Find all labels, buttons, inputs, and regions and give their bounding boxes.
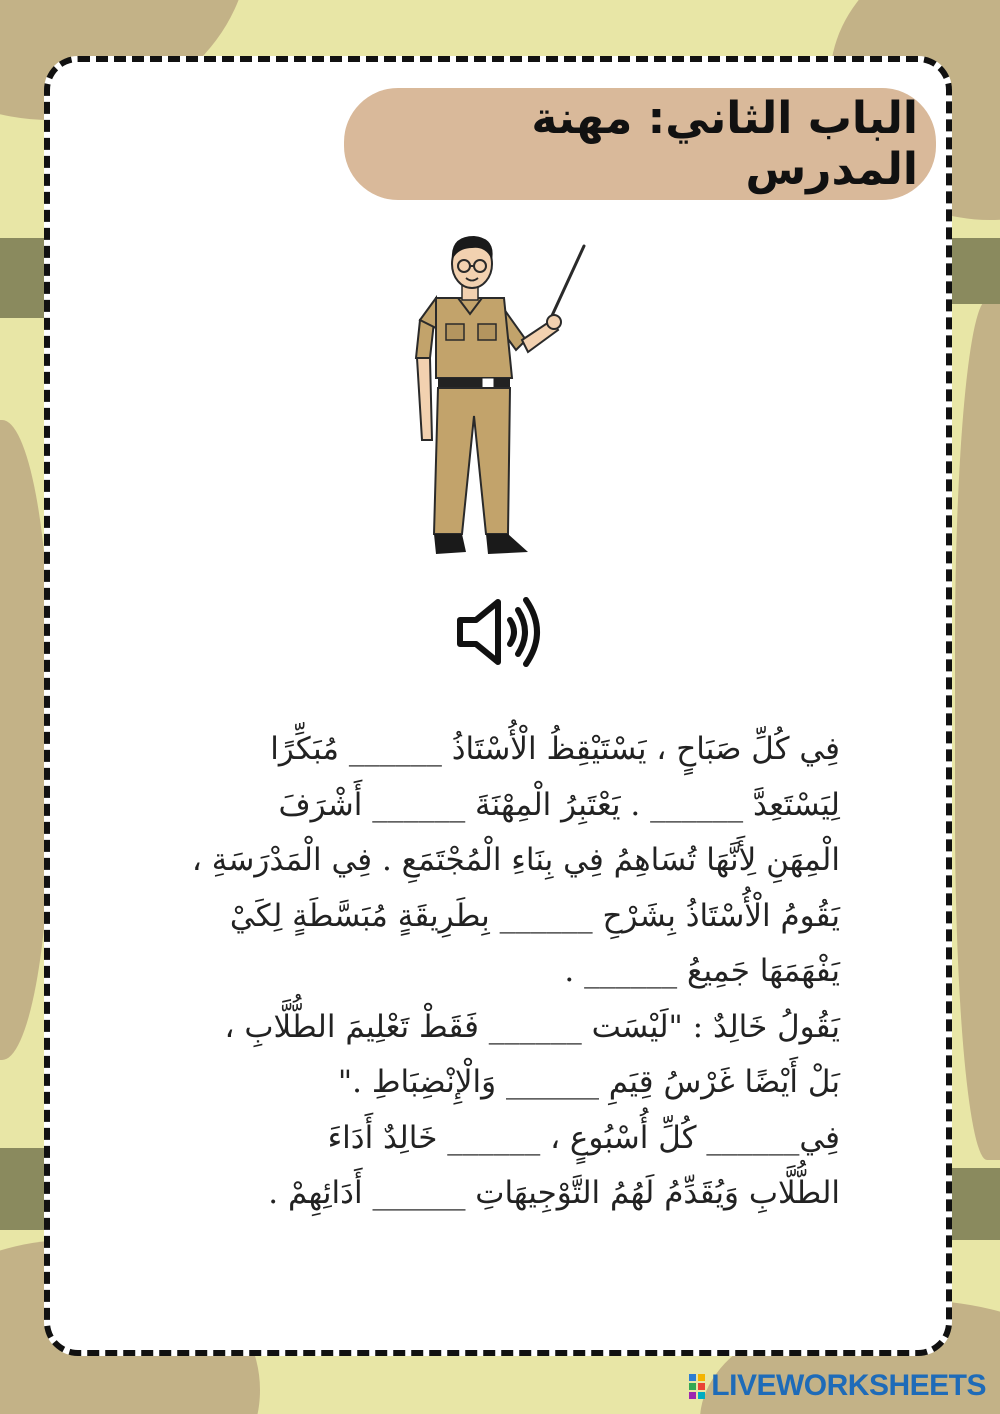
speaker-icon[interactable] [452,590,548,674]
passage-line: يَقُولُ خَالِدٌ : "لَيْسَت ______ فَقَطْ تَعْلِيمَ الطُّلَّابِ ، [224,1008,840,1045]
passage-line: فِي______ كُلِّ أُسْبُوعٍ ، ______ خَالِدٌ أَدَاءَ [327,1119,840,1156]
bg-band-right-top [952,238,1000,304]
passage-line: بَلْ أَيْضًا غَرْسُ قِيَمِ ______ وَالْإِنْضِبَاطِ ." [337,1064,840,1100]
liveworksheets-brand[interactable] [689,1368,986,1404]
passage-line: فِي كُلِّ صَبَاحٍ ، يَسْتَيْقِظُ الْأُسْتَاذُ ______ مُبَكِّرًا [270,731,840,767]
brand-text: LIVEWORKSHEETS [711,1369,986,1402]
liveworksheets-logo-icon [689,1374,705,1399]
bg-band-left-bottom [0,1148,50,1230]
teacher-illustration [400,228,600,568]
bg-band-left-top [0,238,50,318]
passage-line: يَقُومُ الْأُسْتَاذُ بِشَرْحِ ______ بِطَرِيقَةٍ مُبَسَّطَةٍ لِكَيْ [229,897,840,934]
reading-passage [150,722,840,1222]
page-title: الباب الثاني: مهنة المدرس [531,93,918,195]
passage-line: يَفْهَمَهَا جَمِيعُ ______ . [564,953,840,989]
passage-line: الطُّلَّابِ وَيُقَدِّمُ لَهُمُ التَّوْجِيهَاتِ ______ أَدَائِهِمْ . [268,1175,840,1211]
title-banner [344,88,936,200]
passage-line: الْمِهَنِ لِأَنَّهَا تُسَاهِمُ فِي بِنَاءِ الْمُجْتَمَعِ . فِي الْمَدْرَسَةِ ، [191,842,840,878]
bg-blob-left-middle [0,420,50,1060]
bg-blob-right-middle [955,300,1000,1160]
bg-band-right-bottom [952,1168,1000,1240]
passage-line: لِيَسْتَعِدَّ ______ . يَعْتَبِرُ الْمِهْنَةَ ______ أَشْرَفَ [278,786,840,823]
